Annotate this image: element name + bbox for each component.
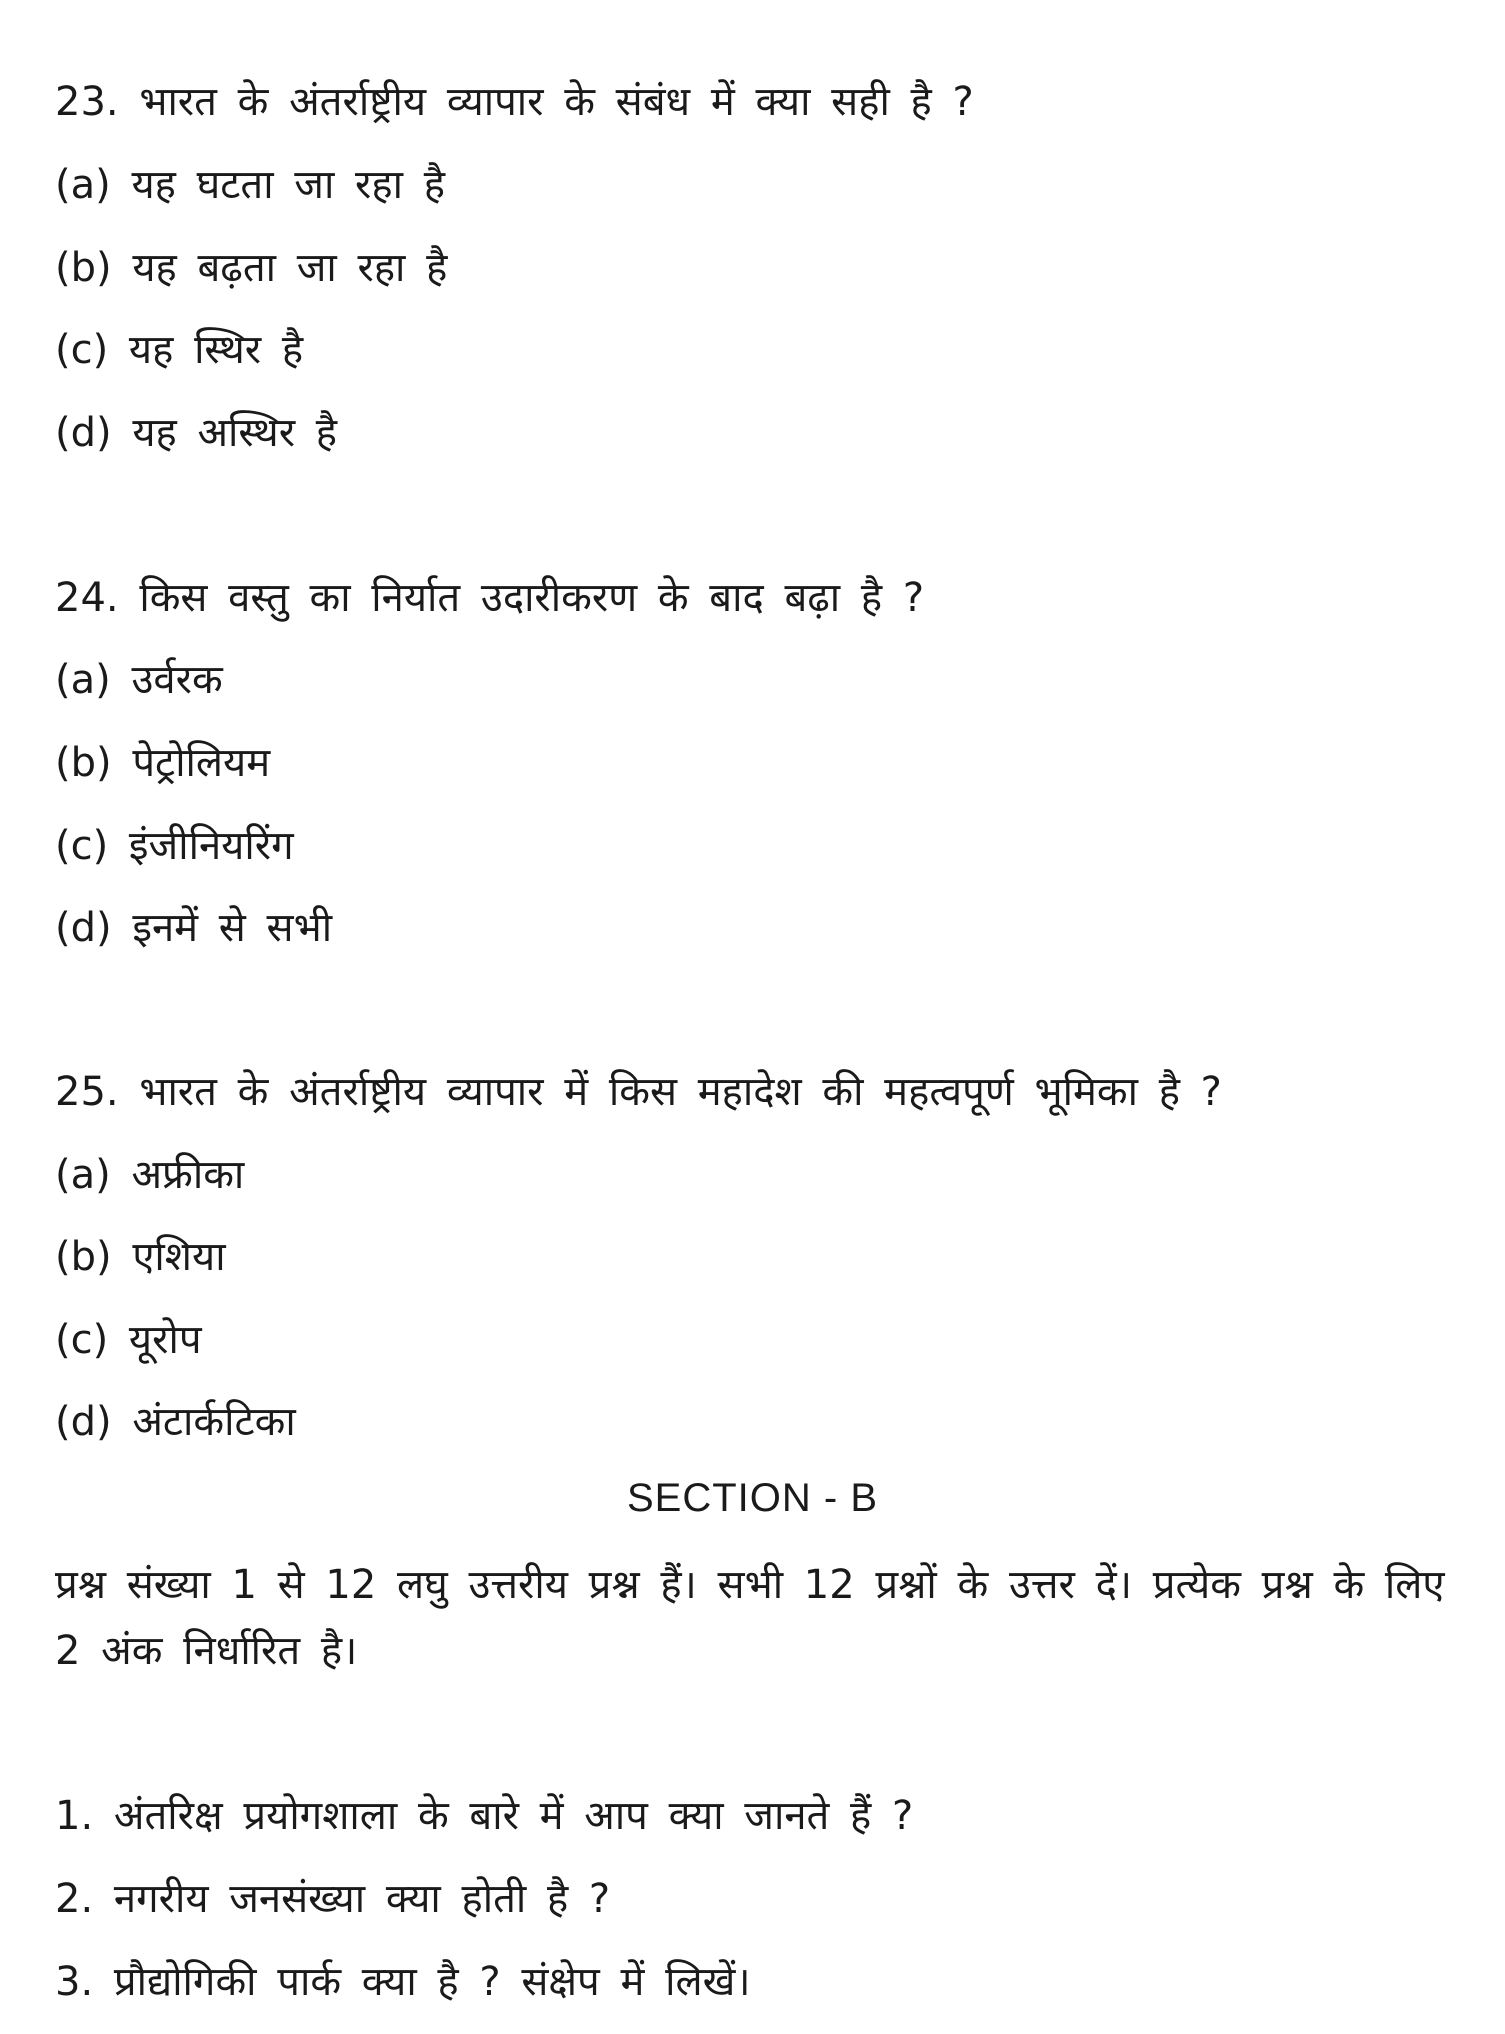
q24-option-c: (c) इंजीनियरिंग (55, 823, 294, 869)
q23-option-b: (b) यह बढ़ता जा रहा है (55, 245, 448, 291)
q25-option-d: (d) अंटार्कटिका (55, 1399, 296, 1445)
question-23: 23. भारत के अंतर्राष्ट्रीय व्यापार के संबंध में क्या सही है ? (55, 79, 974, 125)
q23-option-a: (a) यह घटता जा रहा है (55, 162, 445, 208)
q23-option-d: (d) यह अस्थिर है (55, 410, 338, 456)
q24-option-d: (d) इनमें से सभी (55, 905, 333, 951)
section-b-question-2: 2. नगरीय जनसंख्या क्या होती है ? (55, 1876, 611, 1922)
q24-option-a: (a) उर्वरक (55, 657, 223, 703)
section-b-title: SECTION - B (626, 1476, 879, 1520)
section-b-question-3: 3. प्रौद्योगिकी पार्क क्या है ? संक्षेप में लिखें। (55, 1959, 751, 2005)
q25-option-b: (b) एशिया (55, 1234, 226, 1280)
question-24: 24. किस वस्तु का निर्यात उदारीकरण के बाद बढ़ा है ? (55, 575, 925, 621)
question-25: 25. भारत के अंतर्राष्ट्रीय व्यापार में किस महादेश की महत्वपूर्ण भूमिका है ? (55, 1069, 1222, 1115)
q23-option-c: (c) यह स्थिर है (55, 327, 304, 373)
q24-option-b: (b) पेट्रोलियम (55, 740, 271, 786)
section-b-instructions: प्रश्न संख्या 1 से 12 लघु उत्तरीय प्रश्न हैं। सभी 12 प्रश्नों के उत्तर दें। प्रत्येक प्रश्न के लिए 2 अंक निर्धारित है। (55, 1562, 1445, 1674)
section-b-question-1: 1. अंतरिक्ष प्रयोगशाला के बारे में आप क्या जानते हैं ? (55, 1793, 914, 1839)
q25-option-a: (a) अफ्रीका (55, 1152, 245, 1198)
q25-option-c: (c) यूरोप (55, 1317, 202, 1363)
